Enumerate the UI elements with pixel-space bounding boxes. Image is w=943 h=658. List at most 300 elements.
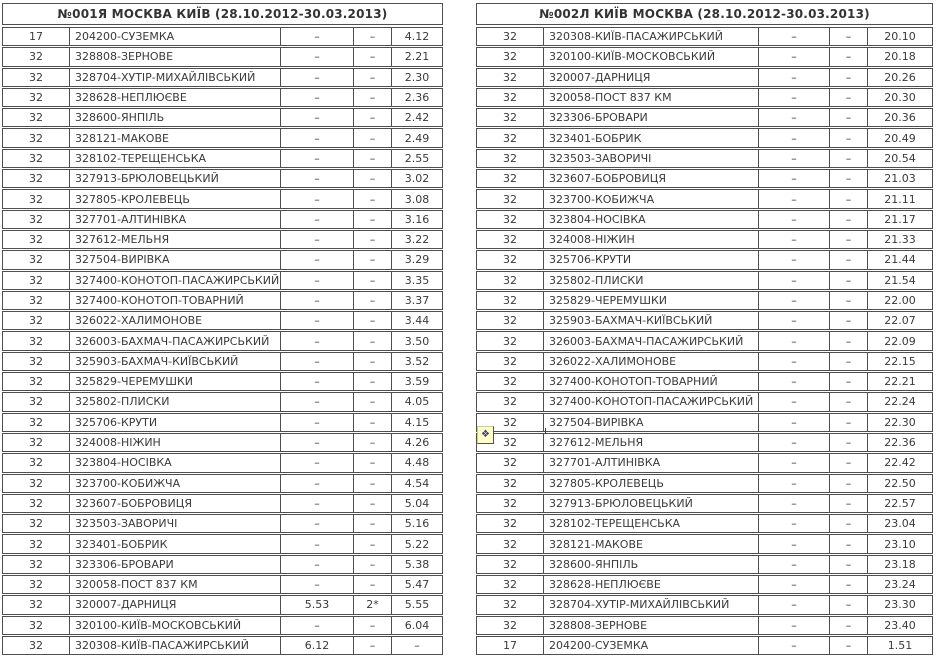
- cell-train-code: 32: [29, 294, 43, 307]
- cell-departure: 3.22: [391, 231, 442, 248]
- table-row: [476, 108, 933, 127]
- table-row: [2, 372, 443, 391]
- cell-arrival: –: [280, 190, 353, 207]
- cell-arrival: –: [280, 109, 353, 126]
- cell-station: 327913-БРЮЛОВЕЦЬКИЙ: [69, 170, 280, 187]
- cell-station: 327400-КОНОТОП-ТОВАРНИЙ: [69, 292, 280, 309]
- cell-train-code: 32: [503, 578, 517, 592]
- table-row: [2, 250, 443, 269]
- cell-station: 320308-КИЇВ-ПАСАЖИРСЬКИЙ: [69, 637, 280, 654]
- table-row: [2, 453, 443, 472]
- cell-train-code: 32: [503, 598, 517, 612]
- broken-image-glyph: ❖: [481, 429, 490, 440]
- cell-arrival: –: [758, 596, 829, 613]
- cell-arrival: –: [758, 272, 829, 289]
- table-row: [2, 149, 443, 168]
- table-row: [2, 189, 443, 208]
- cell-departure: 3.37: [391, 292, 442, 309]
- cell-departure: 3.52: [391, 353, 442, 370]
- cell-train-code: 32: [29, 476, 43, 490]
- cell-arrival: –: [758, 69, 829, 86]
- cell-arrival: –: [280, 535, 353, 552]
- cell-arrival: –: [280, 89, 353, 106]
- cell-train-code: 32: [503, 70, 517, 84]
- table-row: [2, 392, 443, 411]
- cell-train-code: 32: [503, 273, 517, 287]
- cell-train-code: 32: [503, 557, 517, 571]
- cell-arrival: –: [280, 129, 353, 146]
- table-row: [2, 595, 443, 614]
- cell-arrival: –: [758, 129, 829, 146]
- cell-note: –: [353, 454, 391, 471]
- cell-note: –: [353, 231, 391, 248]
- cell-departure: 3.02: [391, 170, 442, 187]
- cell-train-code: 32: [503, 151, 517, 165]
- cell-train-code: 32: [29, 253, 43, 267]
- cell-train-code: 32: [503, 436, 517, 450]
- cell-note: –: [829, 292, 867, 309]
- cell-note: –: [353, 272, 391, 289]
- cell-arrival: –: [280, 231, 353, 248]
- cell-train-code: 32: [29, 172, 43, 186]
- cell-departure: 22.21: [867, 373, 932, 390]
- table-row: [476, 636, 933, 655]
- cell-note: –: [829, 353, 867, 370]
- cell-departure: 23.04: [867, 515, 932, 532]
- cell-note: –: [829, 617, 867, 634]
- cell-arrival: –: [758, 292, 829, 309]
- cell-train-code: 32: [29, 50, 43, 64]
- cell-station: 323401-БОБРИК: [543, 129, 758, 146]
- cell-departure: 2.49: [391, 129, 442, 146]
- cell-station: 328600-ЯНПІЛЬ: [543, 556, 758, 573]
- cell-train-code: 32: [503, 375, 517, 389]
- cell-departure: 23.40: [867, 617, 932, 634]
- cell-station: 325706-КРУТИ: [543, 251, 758, 268]
- cell-departure: 23.18: [867, 556, 932, 573]
- cell-train-code: 32: [503, 50, 517, 64]
- cell-departure: 2.36: [391, 89, 442, 106]
- cell-note: –: [353, 292, 391, 309]
- cell-train-code: 32: [29, 273, 43, 287]
- cell-station: 326003-БАХМАЧ-ПАСАЖИРСЬКИЙ: [69, 332, 280, 349]
- cell-station: 328628-НЕПЛЮЄВЕ: [543, 576, 758, 593]
- cell-station: 328808-ЗЕРНОВЕ: [69, 48, 280, 65]
- cell-station: 327913-БРЮЛОВЕЦЬКИЙ: [543, 495, 758, 512]
- table-row: [476, 494, 933, 513]
- cell-note: –: [829, 89, 867, 106]
- cell-arrival: –: [280, 373, 353, 390]
- cell-departure: 22.24: [867, 393, 932, 410]
- cell-departure: 4.05: [391, 393, 442, 410]
- cell-departure: 22.15: [867, 353, 932, 370]
- cell-station: 328600-ЯНПІЛЬ: [69, 109, 280, 126]
- cell-station: 323306-БРОВАРИ: [69, 556, 280, 573]
- cell-arrival: –: [758, 312, 829, 329]
- cell-arrival: –: [280, 576, 353, 593]
- cell-note: –: [829, 69, 867, 86]
- cell-note: –: [353, 576, 391, 593]
- cell-departure: 21.17: [867, 211, 932, 228]
- cell-note: –: [353, 475, 391, 492]
- cell-departure: 21.44: [867, 251, 932, 268]
- table-row: [476, 433, 933, 452]
- cell-note: –: [353, 434, 391, 451]
- cell-arrival: –: [280, 28, 353, 45]
- cell-station: 327612-МЕЛЬНЯ: [543, 434, 758, 451]
- cell-train-code: 32: [503, 395, 517, 409]
- cell-arrival: –: [758, 454, 829, 471]
- table-row: [476, 250, 933, 269]
- cell-departure: 20.30: [867, 89, 932, 106]
- cell-station: 328121-МАКОВЕ: [543, 535, 758, 552]
- table-row: [476, 352, 933, 371]
- cell-arrival: –: [280, 272, 353, 289]
- cell-departure: 5.22: [391, 535, 442, 552]
- table-row: [2, 311, 443, 330]
- table-row: [2, 271, 443, 290]
- cell-departure: 22.30: [867, 414, 932, 431]
- cell-train-code: 32: [29, 151, 43, 165]
- cell-departure: 1.51: [867, 637, 932, 654]
- cell-note: –: [829, 454, 867, 471]
- cell-train-code: 32: [29, 192, 43, 206]
- cell-train-code: 32: [29, 456, 43, 470]
- cell-train-code: 32: [503, 354, 517, 368]
- table-row: [476, 514, 933, 533]
- cell-note: –: [353, 312, 391, 329]
- cell-departure: 20.49: [867, 129, 932, 146]
- table-title-right: №002Л КИЇВ МОСКВА (28.10.2012-30.03.2013): [476, 3, 933, 25]
- table-row: [2, 352, 443, 371]
- cell-note: –: [829, 129, 867, 146]
- cell-arrival: –: [280, 292, 353, 309]
- cell-arrival: –: [758, 89, 829, 106]
- cell-departure: 20.54: [867, 150, 932, 167]
- cell-arrival: –: [758, 251, 829, 268]
- cell-station: 327805-КРОЛЕВЕЦЬ: [69, 190, 280, 207]
- cell-train-code: 32: [503, 233, 517, 247]
- cell-arrival: –: [758, 475, 829, 492]
- table-row: [476, 372, 933, 391]
- cell-arrival: –: [758, 535, 829, 552]
- table-row: [476, 68, 933, 87]
- table-row: [2, 169, 443, 188]
- cell-station: 328102-ТЕРЕЩЕНСЬКА: [543, 515, 758, 532]
- table-row: [2, 210, 443, 229]
- cell-arrival: –: [280, 515, 353, 532]
- table-row: [2, 555, 443, 574]
- cell-departure: 21.11: [867, 190, 932, 207]
- cell-arrival: –: [758, 434, 829, 451]
- cell-arrival: –: [758, 332, 829, 349]
- cell-arrival: –: [280, 495, 353, 512]
- cell-note: –: [353, 332, 391, 349]
- cell-note: –: [353, 617, 391, 634]
- cell-train-code: 32: [29, 314, 43, 328]
- cell-arrival: –: [280, 617, 353, 634]
- cell-train-code: 32: [503, 334, 517, 348]
- cell-departure: 3.44: [391, 312, 442, 329]
- cell-train-code: 32: [29, 395, 43, 409]
- cell-note: –: [829, 170, 867, 187]
- cell-note: –: [829, 251, 867, 268]
- cell-station: 327612-МЕЛЬНЯ: [69, 231, 280, 248]
- cell-departure: 3.29: [391, 251, 442, 268]
- cell-train-code: 32: [29, 517, 43, 531]
- cell-note: –: [353, 170, 391, 187]
- cell-train-code: 32: [29, 131, 43, 145]
- table-row: [476, 27, 933, 46]
- cell-arrival: –: [758, 353, 829, 370]
- text-cursor-artifact: [545, 428, 546, 434]
- cell-arrival: –: [280, 312, 353, 329]
- cell-arrival: –: [758, 393, 829, 410]
- cell-train-code: 32: [503, 294, 517, 307]
- cell-station: 325903-БАХМАЧ-КИЇВСЬКИЙ: [69, 353, 280, 370]
- cell-departure: 5.38: [391, 556, 442, 573]
- cell-train-code: 32: [29, 537, 43, 551]
- cell-train-code: 32: [29, 578, 43, 592]
- cell-station: 204200-СУЗЕМКА: [543, 637, 758, 654]
- cell-train-code: 32: [29, 496, 43, 510]
- cell-note: –: [353, 48, 391, 65]
- cell-departure: 23.24: [867, 576, 932, 593]
- cell-note: –: [829, 556, 867, 573]
- cell-note: –: [353, 211, 391, 228]
- cell-note: –: [353, 89, 391, 106]
- cell-departure: 22.09: [867, 332, 932, 349]
- cell-train-code: 32: [503, 517, 517, 531]
- cell-arrival: –: [758, 637, 829, 654]
- cell-train-code: 32: [29, 436, 43, 450]
- cell-departure: 21.03: [867, 170, 932, 187]
- cell-departure: 3.16: [391, 211, 442, 228]
- cell-arrival: –: [280, 150, 353, 167]
- cell-train-code: 32: [29, 415, 43, 429]
- cell-station: 323700-КОБИЖЧА: [543, 190, 758, 207]
- table-row: [476, 230, 933, 249]
- cell-station: 327400-КОНОТОП-ПАСАЖИРСЬКИЙ: [69, 272, 280, 289]
- cell-note: –: [829, 190, 867, 207]
- cell-train-code: 32: [29, 212, 43, 226]
- cell-station: 320007-ДАРНИЦЯ: [69, 596, 280, 613]
- cell-station: 324008-НІЖИН: [69, 434, 280, 451]
- cell-station: 327400-КОНОТОП-ПАСАЖИРСЬКИЙ: [543, 393, 758, 410]
- table-row: [2, 433, 443, 452]
- cell-arrival: –: [280, 69, 353, 86]
- cell-train-code: 32: [29, 375, 43, 389]
- table-row: [476, 474, 933, 493]
- timetable-kyiv-moscow: [476, 3, 933, 656]
- table-row: [2, 413, 443, 432]
- cell-station: 327400-КОНОТОП-ТОВАРНИЙ: [543, 373, 758, 390]
- cell-note: –: [829, 231, 867, 248]
- cell-station: 327504-ВИРІВКА: [69, 251, 280, 268]
- cell-train-code: 32: [29, 334, 43, 348]
- timetable-moscow-kyiv: [2, 3, 443, 656]
- cell-note: –: [829, 515, 867, 532]
- cell-departure: 22.42: [867, 454, 932, 471]
- cell-station: 323503-ЗАВОРИЧІ: [543, 150, 758, 167]
- table-row: [476, 291, 933, 310]
- cell-arrival: –: [280, 251, 353, 268]
- cell-note: –: [829, 576, 867, 593]
- cell-arrival: –: [280, 434, 353, 451]
- cell-train-code: 32: [29, 70, 43, 84]
- cell-station: 324008-НІЖИН: [543, 231, 758, 248]
- cell-arrival: –: [280, 170, 353, 187]
- table-row: [476, 311, 933, 330]
- table-row: [2, 494, 443, 513]
- table-row: [2, 27, 443, 46]
- cell-departure: 2.42: [391, 109, 442, 126]
- cell-departure: –: [391, 637, 442, 654]
- table-row: [2, 534, 443, 553]
- cell-departure: 22.36: [867, 434, 932, 451]
- cell-note: –: [829, 475, 867, 492]
- table-row: [2, 636, 443, 655]
- cell-station: 325829-ЧЕРЕМУШКИ: [69, 373, 280, 390]
- cell-departure: 4.15: [391, 414, 442, 431]
- table-row: [2, 331, 443, 350]
- cell-train-code: 32: [29, 639, 43, 653]
- cell-note: –: [829, 272, 867, 289]
- cell-train-code: 32: [29, 354, 43, 368]
- table-body-right: [476, 27, 933, 655]
- cell-station: 323607-БОБРОВИЦЯ: [69, 495, 280, 512]
- cell-note: –: [353, 535, 391, 552]
- cell-note: –: [353, 414, 391, 431]
- table-row: [2, 88, 443, 107]
- cell-train-code: 32: [29, 233, 43, 247]
- cell-departure: 20.18: [867, 48, 932, 65]
- cell-station: 325802-ПЛИСКИ: [543, 272, 758, 289]
- cell-station: 323503-ЗАВОРИЧІ: [69, 515, 280, 532]
- table-row: [2, 108, 443, 127]
- table-row: [476, 453, 933, 472]
- cell-arrival: –: [280, 48, 353, 65]
- cell-departure: 21.33: [867, 231, 932, 248]
- cell-departure: 5.47: [391, 576, 442, 593]
- cell-arrival: –: [758, 48, 829, 65]
- table-title-left: №001Я МОСКВА КИЇВ (28.10.2012-30.03.2013): [2, 3, 443, 25]
- cell-train-code: 32: [503, 111, 517, 125]
- cell-train-code: 32: [503, 415, 517, 429]
- cell-station: 325829-ЧЕРЕМУШКИ: [543, 292, 758, 309]
- cell-note: –: [353, 515, 391, 532]
- cell-arrival: –: [280, 475, 353, 492]
- cell-arrival: –: [280, 393, 353, 410]
- cell-departure: 2.30: [391, 69, 442, 86]
- cell-train-code: 32: [503, 618, 517, 632]
- cell-note: –: [353, 495, 391, 512]
- cell-train-code: 32: [503, 131, 517, 145]
- cell-departure: 2.55: [391, 150, 442, 167]
- cell-station: 323607-БОБРОВИЦЯ: [543, 170, 758, 187]
- cell-departure: 22.00: [867, 292, 932, 309]
- cell-station: 323700-КОБИЖЧА: [69, 475, 280, 492]
- cell-train-code: 17: [29, 30, 43, 44]
- cell-station: 328704-ХУТІР-МИХАЙЛІВСЬКИЙ: [543, 596, 758, 613]
- cell-arrival: –: [758, 170, 829, 187]
- cell-train-code: 32: [29, 598, 43, 612]
- cell-station: 204200-СУЗЕМКА: [69, 28, 280, 45]
- cell-note: –: [353, 353, 391, 370]
- cell-note: –: [353, 393, 391, 410]
- cell-station: 328628-НЕПЛЮЄВЕ: [69, 89, 280, 106]
- cell-arrival: –: [758, 556, 829, 573]
- cell-note: –: [829, 109, 867, 126]
- cell-note: –: [829, 535, 867, 552]
- table-row: [476, 616, 933, 635]
- cell-departure: 5.55: [391, 596, 442, 613]
- cell-note: –: [829, 373, 867, 390]
- cell-note: –: [829, 28, 867, 45]
- cell-station: 320100-КИЇВ-МОСКОВСЬКИЙ: [543, 48, 758, 65]
- cell-train-code: 32: [503, 456, 517, 470]
- cell-train-code: 32: [503, 30, 517, 44]
- cell-train-code: 32: [29, 618, 43, 632]
- cell-arrival: –: [758, 28, 829, 45]
- cell-arrival: –: [758, 576, 829, 593]
- table-row: [2, 474, 443, 493]
- cell-station: 320308-КИЇВ-ПАСАЖИРСЬКИЙ: [543, 28, 758, 45]
- cell-arrival: 6.12: [280, 637, 353, 654]
- cell-arrival: –: [280, 332, 353, 349]
- cell-arrival: –: [758, 190, 829, 207]
- cell-train-code: 32: [29, 557, 43, 571]
- cell-train-code: 32: [503, 314, 517, 328]
- cell-arrival: –: [758, 414, 829, 431]
- cell-departure: 6.04: [391, 617, 442, 634]
- cell-arrival: –: [758, 150, 829, 167]
- cell-note: –: [829, 48, 867, 65]
- cell-note: –: [353, 373, 391, 390]
- cell-note: –: [829, 596, 867, 613]
- cell-station: 323401-БОБРИК: [69, 535, 280, 552]
- table-body-left: [2, 27, 443, 655]
- cell-note: –: [829, 150, 867, 167]
- cell-departure: 3.08: [391, 190, 442, 207]
- table-row: [2, 616, 443, 635]
- table-row: [476, 555, 933, 574]
- table-row: [476, 595, 933, 614]
- cell-note: –: [353, 556, 391, 573]
- cell-note: –: [353, 190, 391, 207]
- cell-station: 326022-ХАЛИМОНОВЕ: [69, 312, 280, 329]
- cell-departure: 20.10: [867, 28, 932, 45]
- cell-station: 325903-БАХМАЧ-КИЇВСЬКИЙ: [543, 312, 758, 329]
- cell-station: 320007-ДАРНИЦЯ: [543, 69, 758, 86]
- table-row: [2, 514, 443, 533]
- cell-departure: 3.35: [391, 272, 442, 289]
- cell-departure: 3.50: [391, 332, 442, 349]
- cell-station: 327805-КРОЛЕВЕЦЬ: [543, 475, 758, 492]
- cell-station: 326003-БАХМАЧ-ПАСАЖИРСЬКИЙ: [543, 332, 758, 349]
- cell-departure: 23.30: [867, 596, 932, 613]
- cell-station: 326022-ХАЛИМОНОВЕ: [543, 353, 758, 370]
- cell-note: –: [353, 28, 391, 45]
- cell-station: 320058-ПОСТ 837 КМ: [543, 89, 758, 106]
- table-row: [2, 68, 443, 87]
- cell-train-code: 17: [503, 639, 517, 653]
- table-row: [476, 128, 933, 147]
- cell-train-code: 32: [503, 212, 517, 226]
- table-row: [476, 575, 933, 594]
- table-row: [476, 169, 933, 188]
- cell-departure: 22.50: [867, 475, 932, 492]
